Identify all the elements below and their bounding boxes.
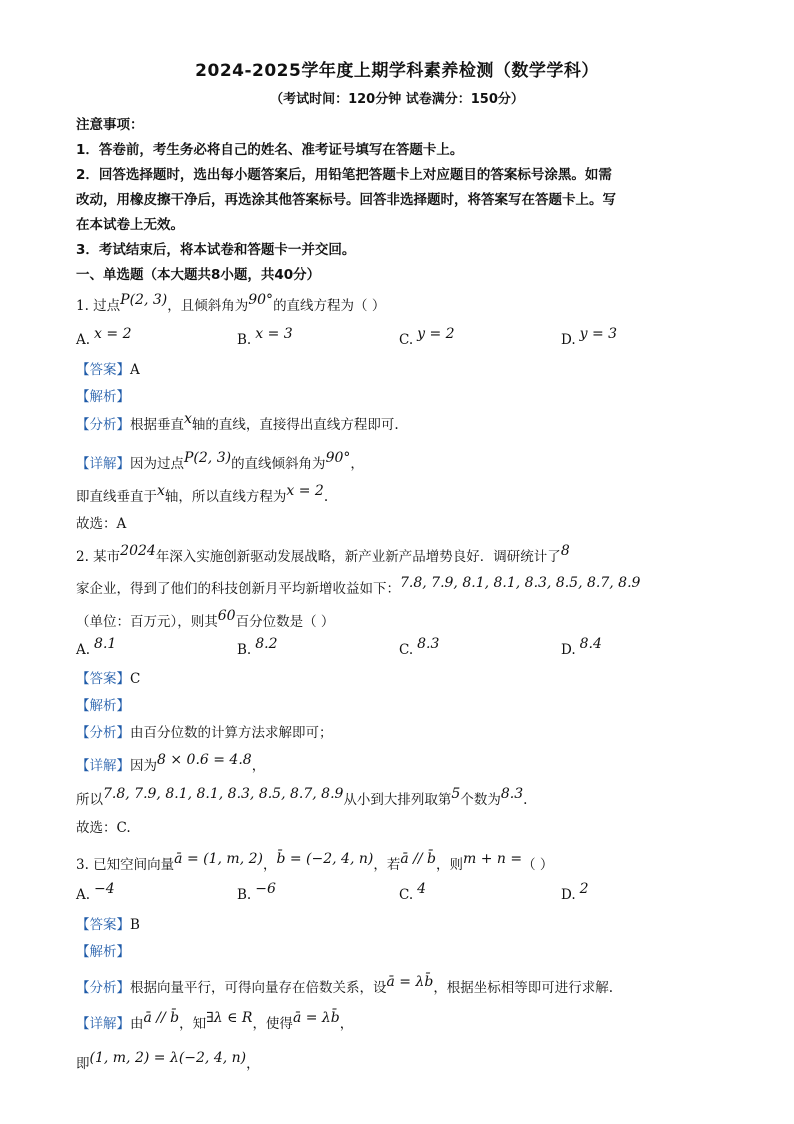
page-title: 2024-2025学年度上期学科素养检测（数学学科）	[195, 61, 599, 81]
q2-detail: 【详解】因为8 × 0.6 = 4.8，	[76, 752, 266, 774]
question-3: 3. 已知空间向量ā = (1, m, 2)，b̄ = (−2, 4, n)，若ā // b̄，则m + n =（ ）	[76, 851, 554, 873]
q1-detail-line-2: 即直线垂直于x轴，所以直线方程为x = 2.	[76, 483, 329, 505]
q2-option-c: C. 8.3	[399, 636, 440, 658]
note-2-line-1: 2．回答选择题时，选出每小题答案后，用铅笔把答题卡上对应题目的答案标号涂黑。如需	[76, 167, 612, 183]
q3-detail-line-2: 即(1, m, 2) = λ(−2, 4, n)，	[76, 1050, 260, 1072]
q3-answer: 【答案】B	[76, 917, 140, 933]
q2-fenxi: 【分析】由百分位数的计算方法求解即可；	[76, 725, 333, 741]
q3-option-c: C. 4	[399, 881, 427, 903]
math: 90°	[248, 292, 274, 308]
note-3: 3．考试结束后，将本试卷和答题卡一并交回。	[76, 242, 356, 258]
q3-option-b: B. −6	[237, 881, 276, 903]
q3-analysis-label: 【解析】	[76, 944, 130, 960]
q1-option-c: C. y = 2	[399, 326, 455, 348]
section-heading: 一、单选题（本大题共8小题，共40分）	[76, 267, 321, 283]
math: P(2, 3)	[120, 292, 168, 308]
q3-option-d: D. 2	[561, 881, 589, 903]
q1-option-d: D. y = 3	[561, 326, 618, 348]
q2-answer: 【答案】C	[76, 671, 141, 687]
q2-option-a: A. 8.1	[76, 636, 117, 658]
q3-option-a: A. −4	[76, 881, 115, 903]
question-2-line-2: 家企业，得到了他们的科技创新月平均新增收益如下：7.8, 7.9, 8.1, 8.1, 8.3, 8.5, 8.7, 8.9	[76, 575, 641, 597]
q1-fenxi: 【分析】根据垂直x轴的直线，直接得出直线方程即可.	[76, 411, 399, 433]
exam-info: （考试时间：120分钟 试卷满分：150分）	[270, 92, 524, 107]
q2-conclusion: 故选：C.	[76, 820, 131, 836]
q2-option-d: D. 8.4	[561, 636, 602, 658]
note-2-line-3: 在本试卷上无效。	[76, 217, 184, 233]
question-2-line-3: （单位：百万元），则其60百分位数是（ ）	[76, 608, 335, 630]
q2-option-b: B. 8.2	[237, 636, 278, 658]
notes-heading: 注意事项：	[76, 117, 144, 133]
q3-fenxi: 【分析】根据向量平行，可得向量存在倍数关系，设ā = λb̄，根据坐标相等即可进行求解.	[76, 974, 614, 996]
q1-detail: 【详解】因为过点P(2, 3)的直线倾斜角为90°，	[76, 450, 364, 472]
q1-conclusion: 故选：A	[76, 516, 127, 532]
question-1: 1. 过点P(2, 3)，且倾斜角为90°的直线方程为（ ）	[76, 292, 386, 314]
q2-analysis-label: 【解析】	[76, 698, 130, 714]
note-2-line-2: 改动，用橡皮擦干净后，再选涂其他答案标号。回答非选择题时，将答案写在答题卡上。写	[76, 192, 616, 208]
q1-option-a: A. x = 2	[76, 326, 132, 348]
note-1: 1．答卷前，考生务必将自己的姓名、准考证号填写在答题卡上。	[76, 142, 464, 158]
q1-option-b: B. x = 3	[237, 326, 293, 348]
q3-detail: 【详解】由ā // b̄，知∃λ ∈ R，使得ā = λb̄，	[76, 1010, 354, 1032]
q1-answer: 【答案】A	[76, 362, 140, 378]
q1-analysis-label: 【解析】	[76, 389, 130, 405]
question-2-line-1: 2. 某市2024年深入实施创新驱动发展战略，新产业新产品增势良好．调研统计了8	[76, 543, 570, 565]
q2-detail-line-2: 所以7.8, 7.9, 8.1, 8.1, 8.3, 8.5, 8.7, 8.9从小到大排列取第5个数为8.3.	[76, 786, 528, 808]
